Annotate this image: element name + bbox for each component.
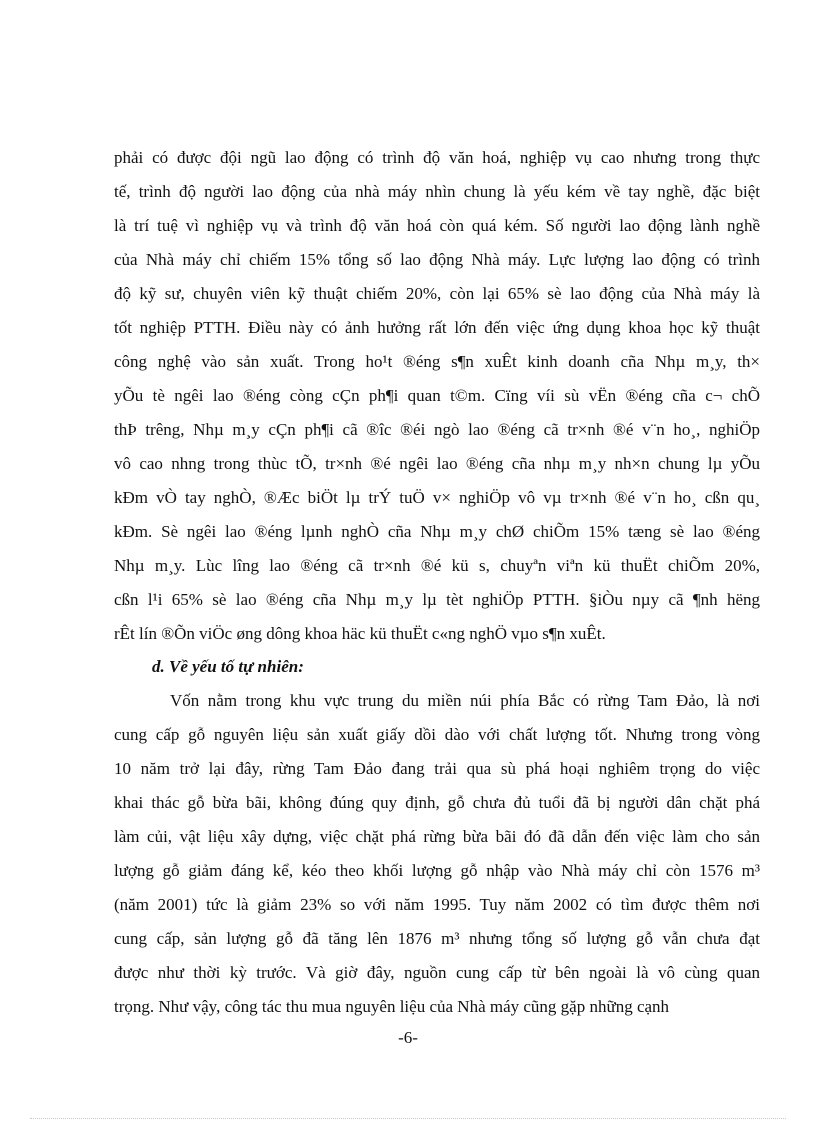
- paragraph-line: là trí tuệ vì nghiệp vụ và trình độ văn hoá còn quá kém. Số người lao động lành nghề: [114, 216, 760, 235]
- paragraph-line: khai thác gỗ bừa bãi, không đúng quy định, gỗ chưa đủ tuổi đã bị người dân chặt phá: [114, 793, 760, 812]
- paragraph-line: kÐm vÒ tay nghÒ, ®Æc biÖt lµ trÝ tuÖ v× nghiÖp vô vµ tr×nh ®é v¨n ho¸ cßn qu¸: [114, 488, 760, 507]
- paragraph-line: kÐm. Sè ngêi lao ®éng lµnh nghÒ cña Nhµ m¸y chØ chiÕm 15% tæng sè lao ®éng: [114, 522, 760, 541]
- paragraph-line: Nhµ m¸y. Lùc lîng lao ®éng cã tr×nh ®é kü s, chuyªn viªn kü thuËt chiÕm 20%,: [114, 556, 760, 575]
- paragraph-line: được như thời kỳ trước. Và giờ đây, nguồn cung cấp từ bên ngoài là vô cùng quan: [114, 963, 760, 982]
- page-number: -6-: [398, 1028, 418, 1047]
- paragraph-line: thÞ trêng, Nhµ m¸y cÇn ph¶i cã ®îc ®éi ngò lao ®éng cã tr×nh ®é v¨n ho¸, nghiÖp: [114, 420, 760, 439]
- paragraph-line: rÊt lín ®Õn viÖc øng dông khoa häc kü thuËt c«ng nghÖ vµo s¶n xuÊt.: [114, 624, 606, 643]
- paragraph-line: tế, trình độ người lao động của nhà máy nhìn chung là yếu kém về tay nghề, đặc biệt: [114, 182, 760, 201]
- paragraph-line: của Nhà máy chỉ chiếm 15% tổng số lao động Nhà máy. Lực lượng lao động có trình: [114, 250, 760, 269]
- paragraph-line: vô cao nhng trong thùc tÕ, tr×nh ®é ngêi lao ®éng cña nhµ m¸y nh×n chung lµ yÕu: [114, 454, 760, 473]
- paragraph-line: cßn l¹i 65% sè lao ®éng cña Nhµ m¸y lµ tèt nghiÖp PTTH. §iÒu nµy cã ¶nh hëng: [114, 590, 760, 609]
- paragraph-line: yÕu tè ngêi lao ®éng còng cÇn ph¶i quan t©m. Cïng víi sù vËn ®éng cña c¬ chÕ: [114, 386, 760, 405]
- paragraph-line: tốt nghiệp PTTH. Điều này có ảnh hưởng rất lớn đến việc ứng dụng khoa học kỹ thuật: [114, 318, 760, 337]
- paragraph-line: độ kỹ sư, chuyên viên kỹ thuật chiếm 20%, còn lại 65% sè lao động của Nhà máy là: [114, 284, 760, 303]
- paragraph-line: (năm 2001) tức là giảm 23% so với năm 1995. Tuy năm 2002 có tìm được thêm nơi: [114, 895, 760, 914]
- paragraph-line: lượng gỗ giảm đáng kể, kéo theo khối lượng gỗ nhập vào Nhà máy chỉ còn 1576 m³: [114, 861, 760, 880]
- paragraph-line: công nghệ vào sản xuất. Trong ho¹t ®éng s¶n xuÊt kinh doanh cña Nhµ m¸y, th×: [114, 352, 760, 371]
- paragraph-line: cung cấp gỗ nguyên liệu sản xuất giấy dồi dào với chất lượng tốt. Nhưng trong vòng: [114, 725, 760, 744]
- paragraph-line: Vốn nằm trong khu vực trung du miền núi phía Bắc có rừng Tam Đảo, là nơi: [170, 691, 760, 710]
- page-bottom-divider: [30, 1118, 786, 1119]
- paragraph-line: trọng. Như vậy, công tác thu mua nguyên liệu của Nhà máy cũng gặp những cạnh: [114, 997, 670, 1016]
- paragraph-line: 10 năm trở lại đây, rừng Tam Đảo đang trải qua sù phá hoại nghiêm trọng do việc: [114, 759, 760, 778]
- paragraph-line: cung cấp, sản lượng gỗ đã tăng lên 1876 m³ nhưng tổng số lượng gỗ vẫn chưa đạt: [114, 929, 760, 948]
- paragraph-line: làm củi, vật liệu xây dựng, việc chặt phá rừng bừa bãi đó đã dẫn đến việc làm cho sản: [114, 827, 760, 846]
- paragraph-line: phải có được đội ngũ lao động có trình độ văn hoá, nghiệp vụ cao nhưng trong thực: [114, 148, 760, 167]
- section-heading: d. Về yếu tố tự nhiên:: [152, 657, 304, 676]
